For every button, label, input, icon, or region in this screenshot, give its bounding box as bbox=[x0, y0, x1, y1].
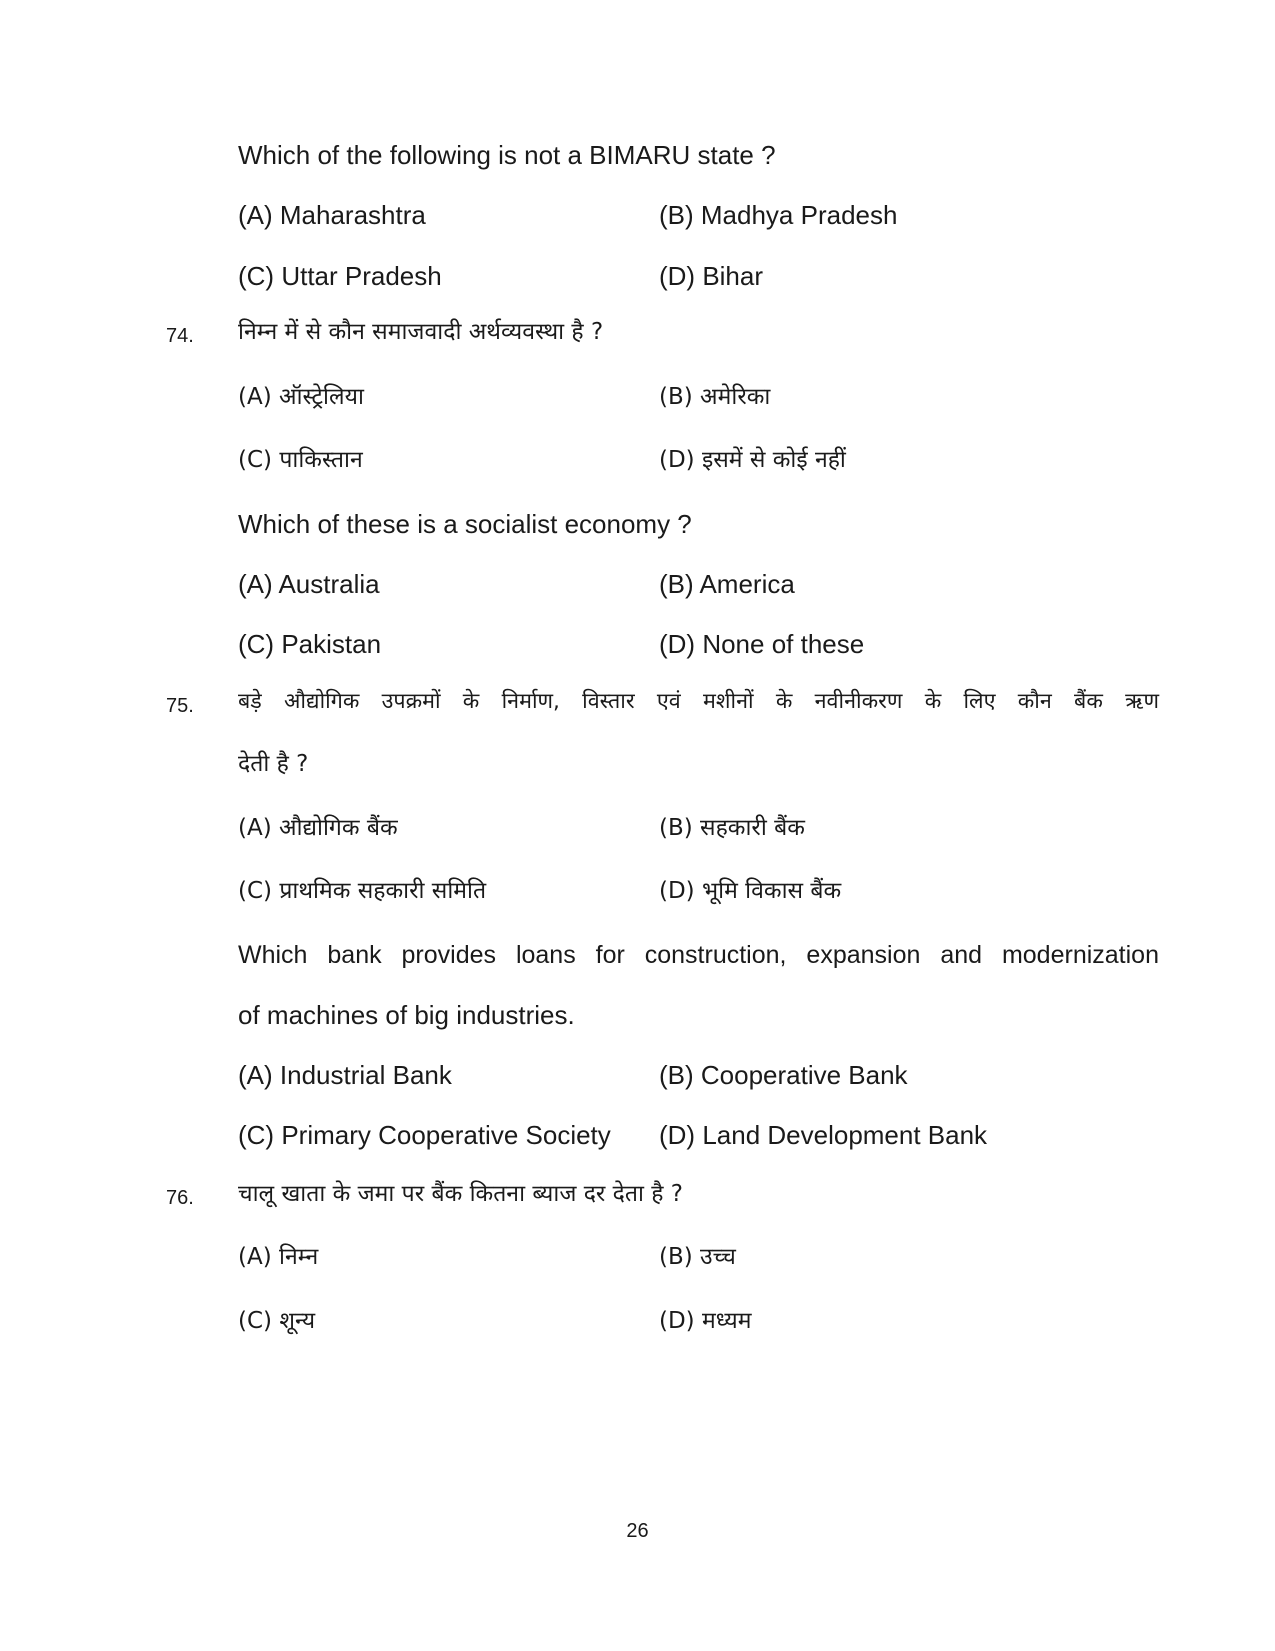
q76-number: 76. bbox=[166, 1187, 194, 1209]
q75-english-option-d: (D) Land Development Bank bbox=[659, 1120, 988, 1150]
q75-hindi-option-c: (C) प्राथमिक सहकारी समिति bbox=[238, 878, 487, 904]
q75-hindi-option-d: (D) भूमि विकास बैंक bbox=[659, 878, 842, 904]
q76-hindi-option-b: (B) उच्च bbox=[659, 1244, 736, 1270]
q74-hindi-option-b: (B) अमेरिका bbox=[659, 384, 771, 410]
q74-english-option-c: (C) Pakistan bbox=[238, 629, 382, 659]
q75-hindi-option-a: (A) औद्योगिक बैंक bbox=[238, 815, 398, 841]
q75-english-option-c: (C) Primary Cooperative Society bbox=[238, 1120, 611, 1150]
q73-option-a: (A) Maharashtra bbox=[238, 200, 426, 230]
q75-english-option-a: (A) Industrial Bank bbox=[238, 1060, 452, 1090]
q75-number: 75. bbox=[166, 695, 194, 717]
page-number: 26 bbox=[626, 1520, 649, 1542]
q73-english-question: Which of the following is not a BIMARU state ? bbox=[238, 140, 776, 170]
q73-option-d: (D) Bihar bbox=[659, 261, 764, 291]
q74-hindi-question: निम्न में से कौन समाजवादी अर्थव्यवस्था है ? bbox=[238, 319, 604, 345]
q76-hindi-option-a: (A) निम्न bbox=[238, 1244, 319, 1270]
q75-english-question-line2: of machines of big industries. bbox=[238, 1000, 575, 1030]
q74-english-option-b: (B) America bbox=[659, 569, 795, 599]
q74-hindi-option-a: (A) ऑस्ट्रेलिया bbox=[238, 384, 364, 410]
q75-hindi-question-line1: बड़े औद्योगिक उपक्रमों के निर्माण, विस्तार एवं मशीनों के नवीनीकरण के लिए कौन बैंक ऋण bbox=[238, 689, 1159, 714]
q74-hindi-option-c: (C) पाकिस्तान bbox=[238, 447, 363, 473]
q75-hindi-option-b: (B) सहकारी बैंक bbox=[659, 815, 805, 841]
q73-option-b: (B) Madhya Pradesh bbox=[659, 200, 898, 230]
q75-english-question-line1: Which bank provides loans for construction, expansion and modernization bbox=[238, 941, 1159, 969]
q73-option-c: (C) Uttar Pradesh bbox=[238, 261, 442, 291]
q76-hindi-option-c: (C) शून्य bbox=[238, 1308, 316, 1334]
q75-english-option-b: (B) Cooperative Bank bbox=[659, 1060, 908, 1090]
q76-hindi-question: चालू खाता के जमा पर बैंक कितना ब्याज दर देता है ? bbox=[238, 1181, 683, 1207]
q74-english-option-a: (A) Australia bbox=[238, 569, 380, 599]
q75-hindi-question-line2: देती है ? bbox=[238, 751, 309, 777]
q74-english-option-d: (D) None of these bbox=[659, 629, 865, 659]
q76-hindi-option-d: (D) मध्यम bbox=[659, 1308, 752, 1334]
q74-hindi-option-d: (D) इसमें से कोई नहीं bbox=[659, 447, 846, 473]
q74-number: 74. bbox=[166, 325, 194, 347]
q74-english-question: Which of these is a socialist economy ? bbox=[238, 509, 692, 539]
